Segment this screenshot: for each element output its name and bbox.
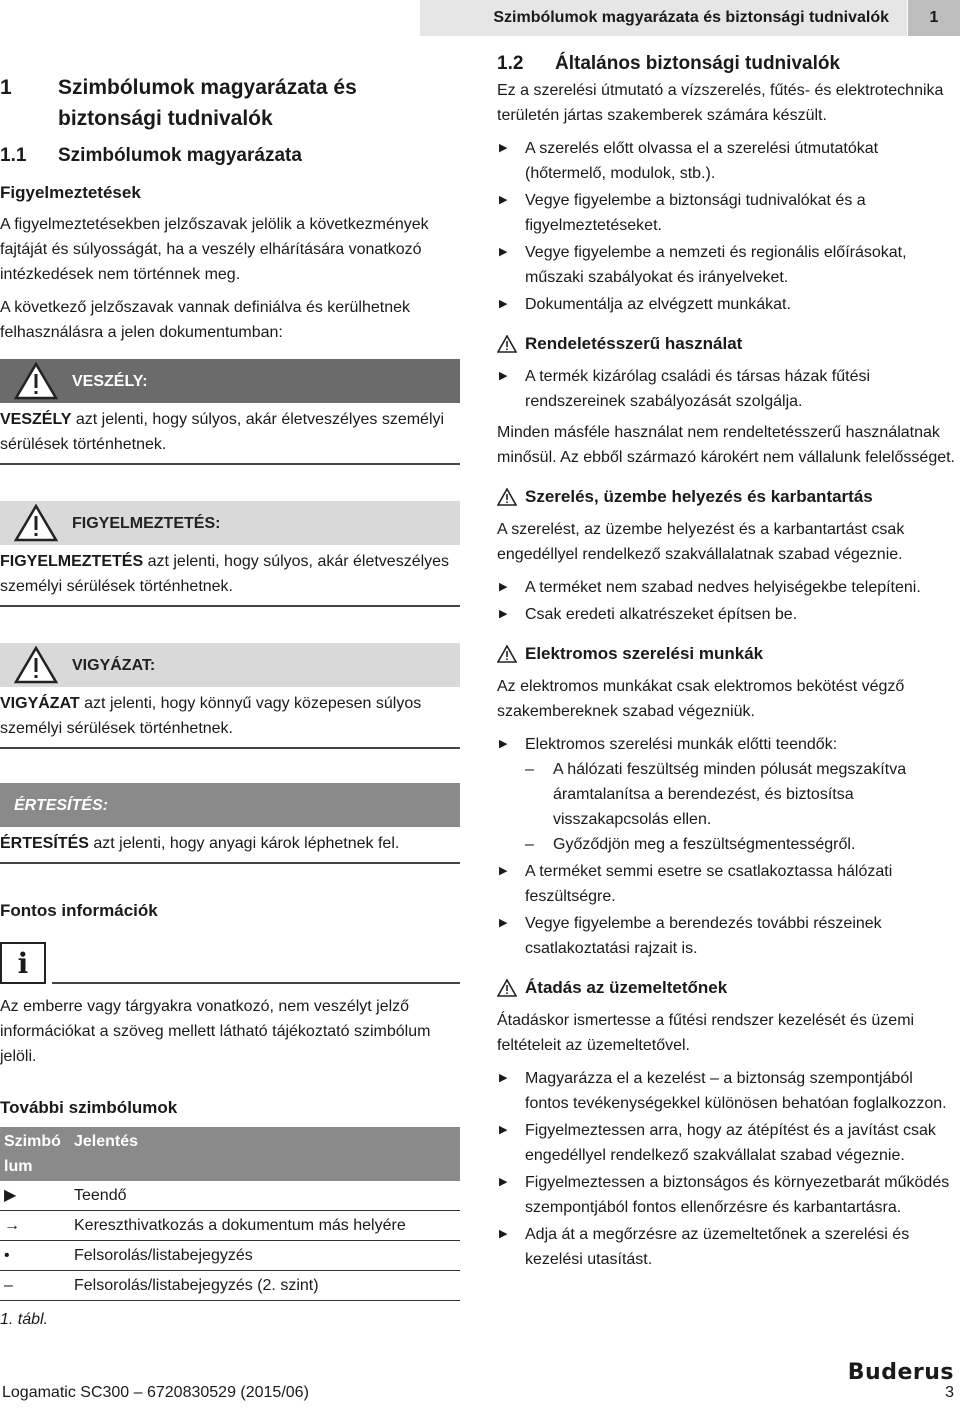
- section-intended-use: Rendeletésszerű használat: [497, 331, 957, 356]
- notice-bar: ÉRTESÍTÉS:: [0, 783, 460, 827]
- warning-triangle-icon: [0, 362, 72, 400]
- intended-use-text: Minden másféle használat nem rendeltetésszerű használatnak minősül. Az ebből származó károkért nem vállalunk felelősséget.: [497, 424, 955, 466]
- list-item: ▶ Magyarázza el a kezelést – a biztonság szempontjából fontos tevékenységekkel különösen behatóan foglalkozzon.: [497, 1066, 957, 1116]
- heading-1-1: 1.1 Szimbólumok magyarázata: [0, 145, 302, 166]
- table-caption: 1. tábl.: [0, 1311, 49, 1328]
- electrical-text: Az elektromos munkákat csak elektromos bekötést végző szakembereknek szabad végezniük.: [497, 678, 905, 720]
- signal-words-intro: A következő jelzőszavak vannak definiálva és kerülhetnek felhasználásra a jelen dokumentumban:: [0, 299, 411, 341]
- caution-text: VIGYÁZAT azt jelenti, hogy könnyű vagy közepesen súlyos személyi sérülések történhetnek.: [0, 687, 460, 749]
- electrical-list: [497, 732, 957, 961]
- table-row: → Kereszthivatkozás a dokumentum más helyére: [0, 1211, 460, 1241]
- notice-text: ÉRTESÍTÉS azt jelenti, hogy anyagi károk léphetnek fel.: [0, 827, 460, 864]
- info-icon: i: [0, 942, 46, 984]
- section-handover: Átadás az üzemeltetőnek: [497, 975, 957, 1000]
- intended-use-list: [497, 364, 957, 414]
- handover-list: [497, 1066, 957, 1272]
- warning-triangle-icon: [497, 335, 517, 353]
- list-item: ▶ Csak eredeti alkatrészeket építsen be.: [497, 602, 957, 627]
- heading-1-2: 1.2 Általános biztonsági tudnivalók: [497, 53, 841, 74]
- warning-triangle-icon: [497, 645, 517, 663]
- list-item: ▶ A szerelés előtt olvassa el a szerelési útmutatókat (hőtermelő, modulok, stb.).: [497, 136, 957, 186]
- table-row: • Felsorolás/listabejegyzés: [0, 1241, 460, 1271]
- list-item: ▶ A terméket semmi esetre se csatlakoztassa hálózati feszültségre.: [497, 859, 957, 909]
- warning-triangle-icon: [0, 646, 72, 684]
- heading-1: 1 Szimbólumok magyarázata és biztonsági tudnivalók: [0, 76, 357, 130]
- caution-bar: [0, 643, 460, 687]
- header-chapter-number: 1: [908, 0, 960, 36]
- page-number: 3: [945, 1384, 954, 1401]
- warnings-intro: A figyelmeztetésekben jelzőszavak jelölik a következmények fajtáját és súlyosságát, ha a veszély elhárítására vonatkozó intézkedések nem történnek meg.: [0, 216, 429, 283]
- caution-box: [0, 643, 460, 749]
- danger-text: VESZÉLY azt jelenti, hogy súlyos, akár életveszélyes személyi sérülések történhetnek.: [0, 403, 460, 465]
- footer-document-id: Logamatic SC300 – 6720830529 (2015/06): [2, 1384, 309, 1401]
- important-info-title: Fontos információk: [0, 901, 158, 920]
- page-header: [0, 0, 960, 36]
- table-header-symbol: Szimbó lum: [0, 1127, 70, 1181]
- warning-triangle-icon: [497, 488, 517, 506]
- right-column: [497, 50, 957, 1278]
- list-item: ▶ Vegye figyelembe a nemzeti és regionális előírásokat, műszaki szabályokat és irányelveket.: [497, 240, 957, 290]
- list-item: ▶ Figyelmeztessen a biztonságos és környezetbarát működés szempontjából fontos ellenőrzésre és karbantartásra.: [497, 1170, 957, 1220]
- symbols-table: [0, 1127, 460, 1301]
- warning-label: FIGYELMEZTETÉS:: [72, 514, 221, 532]
- list-item: ▶ Vegye figyelembe a berendezés további részeinek csatlakoztatási rajzait is.: [497, 911, 957, 961]
- warning-text: FIGYELMEZTETÉS azt jelenti, hogy súlyos, akár életveszélyes személyi sérülések történhetnek.: [0, 545, 460, 607]
- left-column: [0, 50, 460, 1332]
- header-title: Szimbólumok magyarázata és biztonsági tudnivalók: [420, 0, 907, 36]
- general-intro: Ez a szerelési útmutató a vízszerelés, fűtés- és elektrotechnika területén jártas szakemberek számára készült.: [497, 82, 944, 124]
- divider: [52, 982, 460, 984]
- general-list: [497, 136, 957, 317]
- list-item: ▶ A termék kizárólag családi és társas házak fűtési rendszereinek szabályozását szolgálja.: [497, 364, 957, 414]
- danger-label: VESZÉLY:: [72, 372, 148, 390]
- warning-box: [0, 501, 460, 607]
- buderus-logo: Buderus: [847, 1360, 954, 1385]
- list-item: ▶ Elektromos szerelési munkák előtti teendők: – A hálózati feszültség minden pólusát megszakítva áramtalanítsa a berendezést, és biztosítsa visszakapcsolás ellen. – Győződjön meg a feszültségmentességről.: [497, 732, 957, 857]
- more-symbols-title: További szimbólumok: [0, 1098, 178, 1117]
- installation-list: [497, 575, 957, 627]
- sub-list: [525, 757, 957, 857]
- warnings-title: Figyelmeztetések: [0, 183, 141, 202]
- important-info-text: Az emberre vagy tárgyakra vonatkozó, nem veszélyt jelző információkat a szöveg mellett látható tájékoztató szimbólum jelöli.: [0, 998, 431, 1065]
- installation-text: A szerelést, az üzembe helyezést és a karbantartást csak engedéllyel rendelkező szakvállalatnak szabad végeznie.: [497, 521, 905, 563]
- sub-list-item: – A hálózati feszültség minden pólusát megszakítva áramtalanítsa a berendezést, és biztosítsa visszakapcsolás ellen.: [525, 757, 957, 832]
- list-item: ▶ Dokumentálja az elvégzett munkákat.: [497, 292, 957, 317]
- sub-list-item: – Győződjön meg a feszültségmentességről.: [525, 832, 957, 857]
- list-item: ▶ Adja át a megőrzésre az üzemeltetőnek a szerelési és kezelési utasítást.: [497, 1222, 957, 1272]
- section-installation: Szerelés, üzembe helyezés és karbantartás: [497, 484, 957, 509]
- info-box: [0, 942, 460, 984]
- danger-bar: [0, 359, 460, 403]
- warning-bar: [0, 501, 460, 545]
- warning-triangle-icon: [0, 504, 72, 542]
- caution-label: VIGYÁZAT:: [72, 656, 156, 674]
- table-row: ▶ Teendő: [0, 1181, 460, 1211]
- list-item: ▶ Figyelmeztessen arra, hogy az átépítést és a javítást csak engedéllyel rendelkező szakvállalat szabad végeznie.: [497, 1118, 957, 1168]
- table-header-meaning: Jelentés: [70, 1127, 460, 1181]
- table-row: – Felsorolás/listabejegyzés (2. szint): [0, 1271, 460, 1301]
- list-item: ▶ A terméket nem szabad nedves helyiségekbe telepíteni.: [497, 575, 957, 600]
- danger-box: [0, 359, 460, 465]
- warning-triangle-icon: [497, 979, 517, 997]
- section-electrical: Elektromos szerelési munkák: [497, 641, 957, 666]
- list-item: ▶ Vegye figyelembe a biztonsági tudnivalókat és a figyelmeztetéseket.: [497, 188, 957, 238]
- handover-text: Átadáskor ismertesse a fűtési rendszer kezelését és üzemi feltételeit az üzemeltetővel.: [497, 1012, 915, 1054]
